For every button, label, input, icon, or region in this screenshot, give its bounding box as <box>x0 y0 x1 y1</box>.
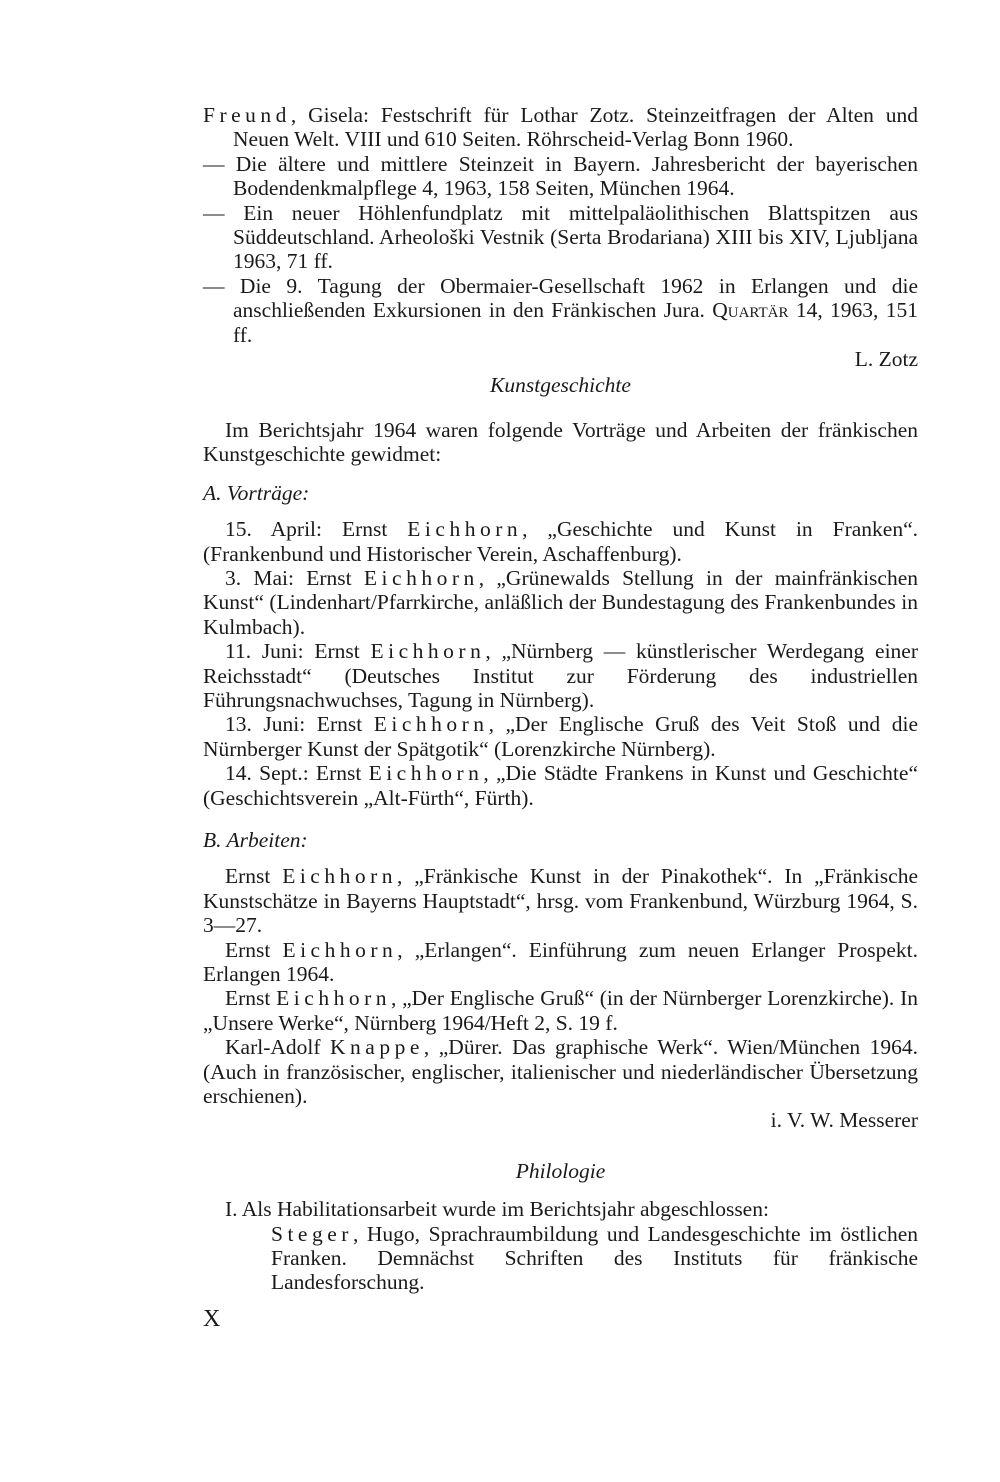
bibliography-entry: Freund, Gisela: Festschrift für Lothar Zotz. Steinzeitfragen der Alten und Neuen Welt. VIII und 610 Seiten. Röhrscheid-Verlag Bonn 1960. <box>203 103 918 152</box>
philology-item-detail: Steger, Hugo, Sprachraumbildung und Landesgeschichte im östlichen Franken. Demnächst Schriften des Instituts für fränkische Landesforschung. <box>271 1221 918 1295</box>
section-heading-kunstgeschichte: Kunstgeschichte <box>490 373 631 398</box>
list-item: Ernst Eichhorn, „Fränkische Kunst in der Pinakothek“. In „Fränkische Kunstschätze in Bayerns Hauptstadt“, hrsg. vom Frankenbund, Würzburg 1964, S. 3—27. <box>203 864 918 938</box>
author-name: Freund <box>203 103 291 127</box>
section-heading-philologie: Philologie <box>515 1158 606 1183</box>
signature: i. V. W. Messerer <box>770 1108 918 1133</box>
list-item: Ernst Eichhorn, „Der Englische Gruß“ (in der Nürnberger Lorenzkirche). In „Unsere Werke“, Nürnberg 1964/Heft 2, S. 19 f. <box>203 986 918 1035</box>
author-name: Eichhorn <box>368 761 484 786</box>
subheading-arbeiten: B. Arbeiten: <box>203 827 308 852</box>
works-list <box>203 864 918 1132</box>
list-item: 14. Sept.: Ernst Eichhorn, „Die Städte Frankens in Kunst und Geschichte“ (Geschichtsverein „Alt-Fürth“, Fürth). <box>203 761 918 810</box>
author-name: Eichhorn <box>282 864 398 889</box>
intro-paragraph: Im Berichtsjahr 1964 waren folgende Vorträge und Arbeiten der fränkischen Kunstgeschichte gewidmet: <box>203 417 918 467</box>
bibliography-entry: — Ein neuer Höhlenfundplatz mit mittelpaläolithischen Blattspitzen aus Süddeutschland. Arheološki Vestnik (Serta Brodariana) XIII bis XIV, Ljubljana 1963, 71 ff. <box>203 200 918 274</box>
philology-item <box>203 1197 918 1295</box>
page-number: X <box>203 1306 221 1332</box>
subheading-vortraege: A. Vorträge: <box>203 480 310 505</box>
author-name: Eichhorn <box>276 986 391 1011</box>
author-name: Eichhorn <box>370 639 486 664</box>
list-item: Ernst Eichhorn, „Erlangen“. Einführung zum neuen Erlanger Prospekt. Erlangen 1964. <box>203 937 918 986</box>
page-body <box>203 103 918 1295</box>
lectures-list <box>203 517 918 810</box>
list-item: 15. April: Ernst Eichhorn, „Geschichte und Kunst in Franken“. (Frankenbund und Historischer Verein, Aschaffenburg). <box>203 517 919 566</box>
author-name: Knappe <box>330 1035 424 1060</box>
author-name: Eichhorn <box>407 517 523 542</box>
list-item: 3. Mai: Ernst Eichhorn, „Grünewalds Stellung in der mainfränkischen Kunst“ (Lindenhart/Pfarrkirche, anläßlich der Bundestagung des Frankenbundes in Kulmbach). <box>203 565 918 639</box>
author-name: Eichhorn <box>363 565 479 590</box>
signature: L. Zotz <box>854 347 918 372</box>
author-name: Steger <box>271 1221 353 1246</box>
bibliography-entry: — Die ältere und mittlere Steinzeit in Bayern. Jahresbericht der bayerischen Bodendenkmalpflege 4, 1963, 158 Seiten, München 1964. <box>203 151 918 201</box>
philology-item-line: I. Als Habilitationsarbeit wurde im Berichtsjahr abgeschlossen: <box>225 1197 769 1222</box>
prehistory-section <box>203 103 918 371</box>
author-name: Eichhorn <box>373 712 489 737</box>
journal-name: Quartär <box>712 298 789 323</box>
bibliography-entry: — Die 9. Tagung der Obermaier-Gesellschaft 1962 in Erlangen und die anschließenden Exkursionen in den Fränkischen Jura. Quartär 14, 1963, 151 ff. <box>203 273 918 347</box>
list-item: 11. Juni: Ernst Eichhorn, „Nürnberg — künstlerischer Werdegang einer Reichsstadt“ (Deutsches Institut zur Förderung des industriellen Führungsnachwuchses, Tagung in Nürnberg). <box>203 639 918 712</box>
author-name: Eichhorn <box>282 937 398 962</box>
list-item: Karl-Adolf Knappe, „Dürer. Das graphische Werk“. Wien/München 1964. (Auch in französischer, englischer, italienischer und niederländischer Übersetzung erschienen). <box>203 1035 918 1109</box>
list-item: 13. Juni: Ernst Eichhorn, „Der Englische Gruß des Veit Stoß und die Nürnberger Kunst der Spätgotik“ (Lorenzkirche Nürnberg). <box>203 712 918 761</box>
